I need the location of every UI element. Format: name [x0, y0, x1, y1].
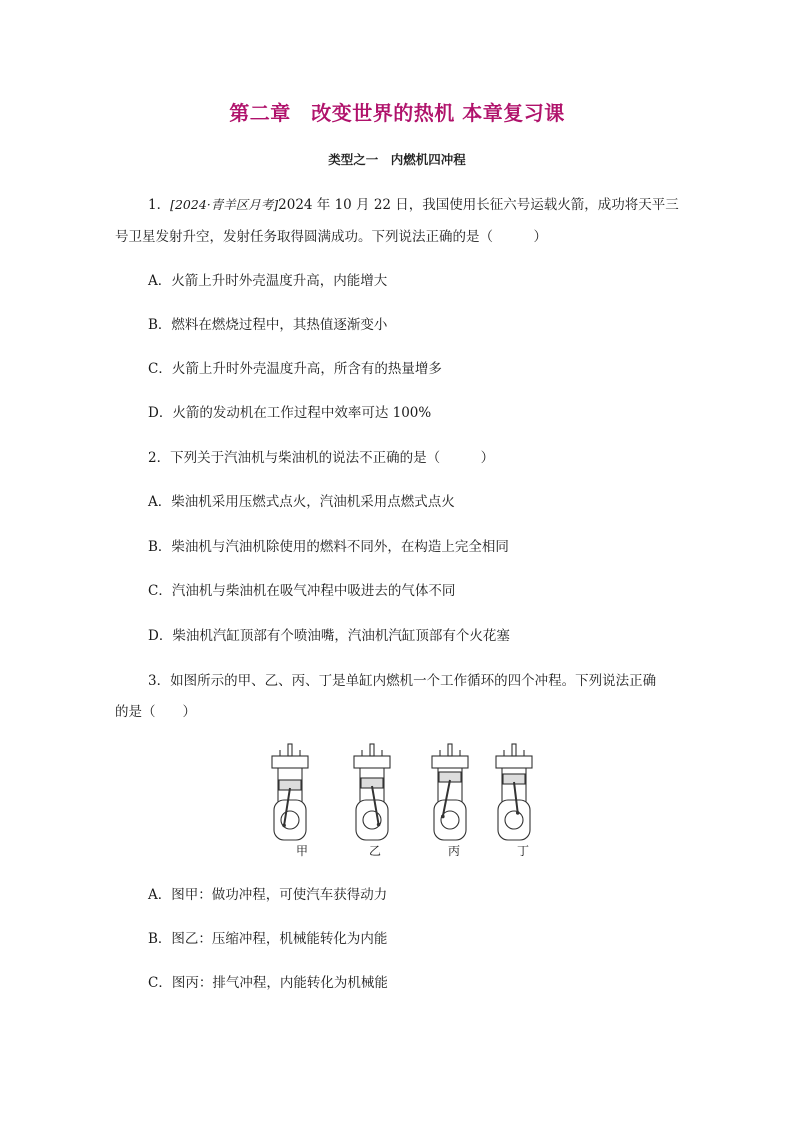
- question-stem-text: 如图所示的甲、乙、丙、丁是单缸内燃机一个工作循环的四个冲程。下列说法正确: [170, 673, 657, 689]
- question-1-stem: [148, 193, 679, 213]
- question-3-stem-cont: 的是（ ）: [115, 704, 196, 720]
- question-number: 3．: [148, 673, 171, 689]
- question-2-option-c: C．汽油机与柴油机在吸气冲程中吸进去的气体不同: [148, 583, 456, 599]
- engine-diagram-bing: [432, 744, 468, 840]
- engine-diagram-yi: [354, 744, 390, 840]
- question-number: 2．: [148, 450, 171, 466]
- section-subtitle: 类型之一 内燃机四冲程: [328, 152, 466, 167]
- engine-strokes-figure: [268, 742, 536, 860]
- engine-diagram-jia: [272, 744, 308, 840]
- question-1-option-a: A．火箭上升时外壳温度升高，内能增大: [148, 273, 388, 289]
- engine-diagram-ding: [496, 744, 532, 840]
- figure-label-jia: 甲: [296, 844, 309, 858]
- question-stem-text: 下列关于汽油机与柴油机的说法不正确的是（ ）: [170, 450, 495, 466]
- question-3-stem: [148, 669, 656, 689]
- figure-label-ding: 丁: [517, 844, 530, 858]
- question-1-option-c: C．火箭上升时外壳温度升高，所含有的热量增多: [148, 361, 442, 377]
- question-3-option-a: A．图甲：做功冲程，可使汽车获得动力: [148, 887, 388, 903]
- question-2-stem: [148, 446, 494, 466]
- question-3-option-c: C．图丙：排气冲程，内能转化为机械能: [148, 975, 388, 991]
- page-title: 第二章 改变世界的热机 本章复习课: [229, 101, 565, 125]
- figure-label-yi: 乙: [369, 844, 382, 858]
- question-2-option-a: A．柴油机采用压燃式点火，汽油机采用点燃式点火: [148, 494, 455, 510]
- question-source: [2024·青羊区月考]: [170, 197, 279, 212]
- question-1-option-b: B．燃料在燃烧过程中，其热值逐渐变小: [148, 317, 388, 333]
- question-3-option-b: B．图乙：压缩冲程，机械能转化为内能: [148, 931, 388, 947]
- figure-label-bing: 丙: [448, 844, 461, 858]
- question-stem-text: 2024 年 10 月 22 日，我国使用长征六号运载火箭，成功将天平三: [278, 197, 679, 213]
- question-2-option-b: B．柴油机与汽油机除使用的燃料不同外，在构造上完全相同: [148, 539, 509, 555]
- question-2-option-d: D．柴油机汽缸顶部有个喷油嘴，汽油机汽缸顶部有个火花塞: [148, 628, 510, 644]
- question-1-option-d: D．火箭的发动机在工作过程中效率可达 100%: [148, 405, 432, 421]
- question-number: 1．: [148, 197, 171, 213]
- question-1-stem-cont: 号卫星发射升空，发射任务取得圆满成功。下列说法正确的是（ ）: [115, 229, 547, 245]
